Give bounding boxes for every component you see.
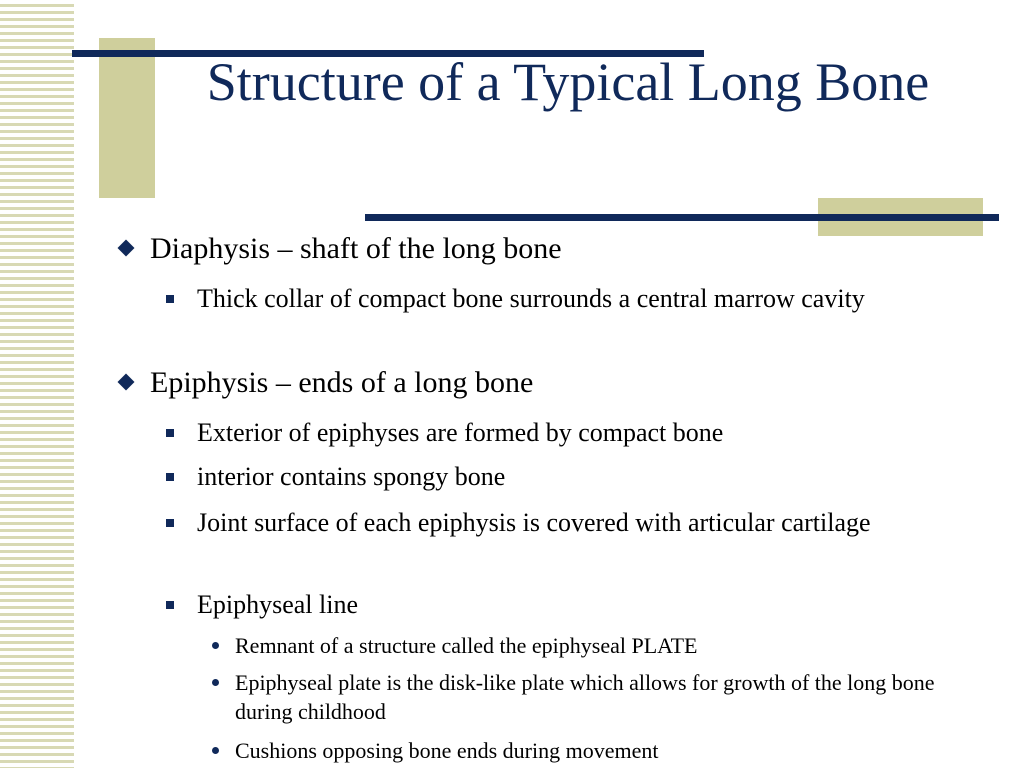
square-bullet-icon — [166, 429, 174, 437]
bullet-item-level-2 — [166, 460, 996, 493]
bullet-text: Epiphysis – ends of a long bone — [150, 366, 534, 399]
bullet-item-level-2 — [166, 416, 996, 449]
square-bullet-icon — [166, 519, 174, 527]
bullet-text: Diaphysis – shaft of the long bone — [150, 232, 562, 265]
tan-block-decoration-left — [99, 38, 155, 198]
dot-bullet-icon — [212, 679, 219, 686]
bullet-text: Cushions opposing bone ends during movement — [235, 738, 659, 763]
bullet-item-level-2 — [166, 282, 996, 315]
bullet-item-level-3 — [212, 631, 1002, 660]
slide-title: Structure of a Typical Long Bone — [206, 52, 930, 112]
dot-bullet-icon — [212, 642, 219, 649]
bullet-item-level-2 — [166, 506, 966, 539]
bullet-text: Exterior of epiphyses are formed by compact bone — [197, 418, 724, 447]
bullet-item-level-1 — [120, 232, 1000, 266]
bullet-text: Epiphyseal plate is the disk-like plate which allows for growth of the long bone during childhood — [235, 670, 935, 724]
square-bullet-icon — [166, 295, 174, 303]
square-bullet-icon — [166, 473, 174, 481]
diamond-bullet-icon — [118, 240, 135, 257]
bullet-item-level-3 — [212, 668, 987, 726]
bullet-text: Thick collar of compact bone surrounds a central marrow cavity — [197, 284, 865, 313]
bullet-text: interior contains spongy bone — [197, 462, 506, 491]
bullet-item-level-2 — [166, 588, 996, 621]
bullet-item-level-3 — [212, 736, 1002, 765]
title-rule-bottom — [365, 214, 999, 221]
square-bullet-icon — [166, 601, 174, 609]
bullet-text: Joint surface of each epiphysis is covered with articular cartilage — [197, 508, 871, 537]
diamond-bullet-icon — [118, 374, 135, 391]
bullet-text: Remnant of a structure called the epiphyseal PLATE — [235, 633, 698, 658]
left-stripe-decoration — [0, 0, 74, 768]
dot-bullet-icon — [212, 747, 219, 754]
bullet-text: Epiphyseal line — [197, 590, 359, 619]
bullet-item-level-1 — [120, 366, 1000, 400]
